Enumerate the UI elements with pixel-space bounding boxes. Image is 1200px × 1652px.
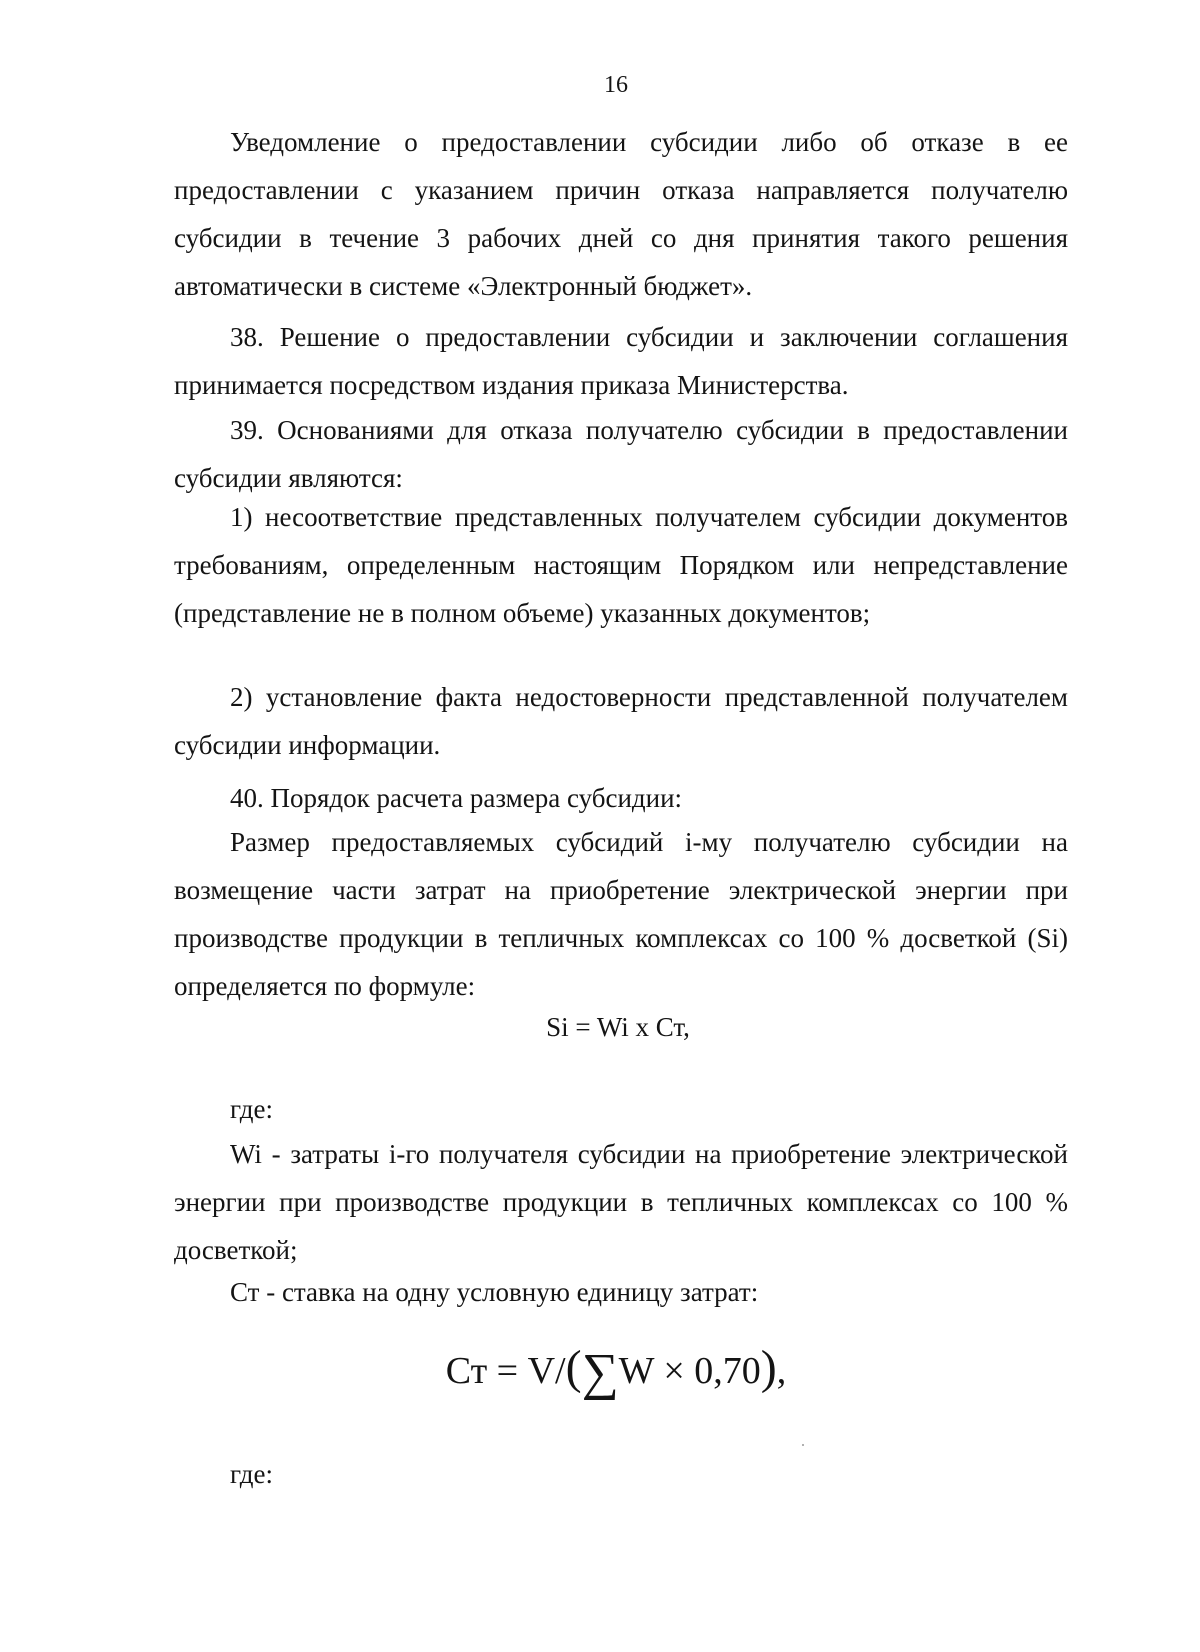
- paragraph-notification: [174, 118, 1068, 310]
- paragraph-text: Размер предоставляемых субсидий i-му получателю субсидии на возмещение части затрат на приобретение электрической энергии при производстве продукции в тепличных комплексах со 100 % досветкой (Si) определяется по формуле:: [174, 827, 1068, 1001]
- page-number: 16: [604, 72, 628, 98]
- close-paren: ): [760, 1341, 777, 1394]
- paragraph-wi-definition: [174, 1130, 1068, 1274]
- paragraph-39-item-2: [174, 673, 1068, 769]
- formula-ct: [16, 1340, 1200, 1402]
- paragraph-text: Wi - затраты i-го получателя субсидии на приобретение электрической энергии при производстве продукции в тепличных комплексах со 100 % досветкой;: [174, 1139, 1068, 1265]
- paragraph-text: Уведомление о предоставлении субсидии либо об отказе в ее предоставлении с указанием причин отказа направляется получателю субсидии в течение 3 рабочих дней со дня принятия такого решения автоматически в системе «Электронный бюджет».: [174, 127, 1068, 301]
- formula-body: W × 0,70: [618, 1350, 761, 1392]
- paragraph-text: 2) установление факта недостоверности представленной получателем субсидии информации.: [174, 682, 1068, 760]
- where-label-2: где:: [230, 1459, 273, 1489]
- paragraph-ct-definition: [174, 1268, 1068, 1316]
- scan-speck: [802, 1444, 804, 1446]
- open-paren: (: [565, 1341, 582, 1394]
- formula-left: Ст = V/: [445, 1350, 566, 1392]
- paragraph-38: [174, 313, 1068, 409]
- formula-si: Si = Wi x Ст,: [546, 1012, 690, 1042]
- formula-end: ,: [776, 1350, 787, 1392]
- sigma-symbol: ∑: [581, 1344, 619, 1401]
- paragraph-subsidy-size: [174, 818, 1068, 1010]
- paragraph-39-item-1: [174, 493, 1068, 637]
- paragraph-text: 39. Основаниями для отказа получателю субсидии в предоставлении субсидии являются:: [174, 415, 1068, 493]
- paragraph-text: Ст - ставка на одну условную единицу затрат:: [230, 1277, 759, 1307]
- paragraph-40: [174, 774, 1068, 822]
- paragraph-text: 1) несоответствие представленных получателем субсидии документов требованиям, определенным настоящим Порядком или непредставление (представление не в полном объеме) указанных документов;: [174, 502, 1068, 628]
- paragraph-39: [174, 406, 1068, 502]
- paragraph-text: 38. Решение о предоставлении субсидии и заключении соглашения принимается посредством издания приказа Министерства.: [174, 322, 1068, 400]
- paragraph-text: 40. Порядок расчета размера субсидии:: [230, 783, 683, 813]
- where-label: где:: [230, 1094, 273, 1124]
